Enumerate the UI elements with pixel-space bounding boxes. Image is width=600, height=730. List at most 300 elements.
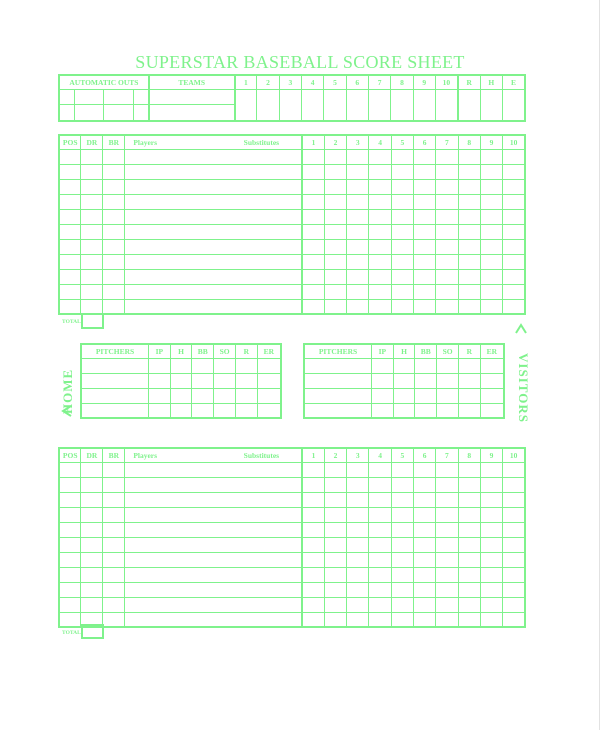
inning-cell bbox=[391, 507, 413, 522]
lineup-code-cell bbox=[81, 597, 103, 612]
score-cell bbox=[413, 89, 435, 121]
inning-cell bbox=[324, 269, 346, 284]
inning-cell bbox=[324, 239, 346, 254]
pitching-stat-header: H bbox=[393, 344, 415, 358]
br-header: BR bbox=[103, 135, 125, 149]
pitching-stat-cell bbox=[480, 373, 504, 388]
players-header bbox=[125, 448, 302, 462]
lineup-code-cell bbox=[59, 269, 81, 284]
inning-cell bbox=[391, 492, 413, 507]
inning-cell bbox=[324, 597, 346, 612]
lineup-code-cell bbox=[59, 209, 81, 224]
lineup-row bbox=[59, 492, 525, 507]
pitching-stat-cell bbox=[170, 388, 192, 403]
inning-cell bbox=[347, 149, 369, 164]
pitching-stat-cell bbox=[214, 358, 236, 373]
pitching-stat-cell bbox=[371, 388, 393, 403]
inning-cell bbox=[302, 149, 324, 164]
score-cell bbox=[503, 89, 526, 121]
pitching-stat-cell bbox=[480, 358, 504, 373]
lineup-code-cell bbox=[59, 477, 81, 492]
inning-cell bbox=[436, 522, 458, 537]
dr-header: DR bbox=[81, 448, 103, 462]
lineup-row bbox=[59, 299, 525, 314]
inning-cell bbox=[503, 149, 525, 164]
lineup-code-cell bbox=[59, 164, 81, 179]
inning-cell bbox=[458, 612, 480, 627]
pitching-stat-header: SO bbox=[214, 344, 236, 358]
inning-cell bbox=[458, 462, 480, 477]
player-cell bbox=[125, 462, 302, 477]
inning-cell bbox=[458, 567, 480, 582]
player-cell bbox=[125, 299, 302, 314]
teams-header: TEAMS bbox=[149, 75, 235, 89]
lineup-code-cell bbox=[81, 507, 103, 522]
pitcher-row bbox=[81, 358, 281, 373]
lineup-code-cell bbox=[103, 612, 125, 627]
inning-cell bbox=[480, 477, 502, 492]
inning-cell bbox=[369, 597, 391, 612]
lineup-code-cell bbox=[103, 537, 125, 552]
inning-header: 9 bbox=[480, 135, 502, 149]
pitchers-header: PITCHERS bbox=[81, 344, 148, 358]
player-cell bbox=[125, 477, 302, 492]
player-cell bbox=[125, 537, 302, 552]
inning-cell bbox=[503, 507, 525, 522]
inning-cell bbox=[458, 522, 480, 537]
inning-cell bbox=[369, 507, 391, 522]
inning-cell bbox=[503, 597, 525, 612]
inning-cell bbox=[324, 537, 346, 552]
inning-cell bbox=[302, 612, 324, 627]
inning-cell bbox=[324, 164, 346, 179]
player-cell bbox=[125, 209, 302, 224]
inning-cell bbox=[347, 597, 369, 612]
lineup-code-cell bbox=[103, 149, 125, 164]
inning-cell bbox=[347, 552, 369, 567]
lineup-code-cell bbox=[59, 194, 81, 209]
inning-cell bbox=[503, 567, 525, 582]
lineup-code-cell bbox=[81, 492, 103, 507]
pitcher-name-cell bbox=[81, 358, 148, 373]
inning-header: 10 bbox=[503, 135, 525, 149]
lineup-code-cell bbox=[59, 284, 81, 299]
lineup-code-cell bbox=[59, 582, 81, 597]
inning-cell bbox=[414, 209, 436, 224]
inning-cell bbox=[302, 164, 324, 179]
score-cell bbox=[368, 89, 390, 121]
pitcher-row bbox=[81, 373, 281, 388]
score-cell bbox=[480, 89, 502, 121]
inning-cell bbox=[503, 477, 525, 492]
lineup-code-cell bbox=[59, 224, 81, 239]
pitcher-row bbox=[81, 388, 281, 403]
score-cell bbox=[324, 89, 346, 121]
inning-cell bbox=[347, 567, 369, 582]
pitching-stat-cell bbox=[214, 373, 236, 388]
inning-cell bbox=[324, 194, 346, 209]
inning-cell bbox=[414, 224, 436, 239]
pitcher-row bbox=[304, 358, 504, 373]
inning-header: 7 bbox=[436, 448, 458, 462]
player-cell bbox=[125, 612, 302, 627]
page-title: SUPERSTAR BASEBALL SCORE SHEET bbox=[135, 52, 465, 72]
pitching-stat-header: H bbox=[170, 344, 192, 358]
inning-cell bbox=[324, 582, 346, 597]
pitching-stat-cell bbox=[415, 388, 437, 403]
inning-header: 8 bbox=[458, 448, 480, 462]
pitching-stat-header: BB bbox=[192, 344, 214, 358]
lineup-code-cell bbox=[81, 149, 103, 164]
inning-cell bbox=[414, 612, 436, 627]
lineup-row bbox=[59, 522, 525, 537]
inning-cell bbox=[436, 209, 458, 224]
home-pitchers-table bbox=[80, 343, 282, 419]
pitching-stat-cell bbox=[214, 388, 236, 403]
lineup-code-cell bbox=[59, 239, 81, 254]
inning-cell bbox=[458, 194, 480, 209]
inning-cell bbox=[347, 254, 369, 269]
inning-cell bbox=[436, 284, 458, 299]
inning-cell bbox=[391, 522, 413, 537]
pitching-stat-cell bbox=[371, 373, 393, 388]
inning-cell bbox=[480, 567, 502, 582]
inning-cell bbox=[458, 552, 480, 567]
pitching-stat-header: IP bbox=[148, 344, 170, 358]
lineup-code-cell bbox=[81, 284, 103, 299]
player-cell bbox=[125, 284, 302, 299]
player-cell bbox=[125, 597, 302, 612]
pitching-stat-cell bbox=[148, 358, 170, 373]
inning-cell bbox=[503, 299, 525, 314]
inning-cell bbox=[391, 552, 413, 567]
pitching-stat-header: ER bbox=[480, 344, 504, 358]
inning-header: 4 bbox=[369, 448, 391, 462]
lineup-code-cell bbox=[59, 612, 81, 627]
inning-cell bbox=[414, 582, 436, 597]
inning-cell bbox=[503, 164, 525, 179]
inning-cell bbox=[414, 507, 436, 522]
inning-cell bbox=[480, 522, 502, 537]
inning-cell bbox=[302, 567, 324, 582]
inning-cell bbox=[458, 582, 480, 597]
inning-cell bbox=[347, 462, 369, 477]
lineup-code-cell bbox=[59, 492, 81, 507]
inning-cell bbox=[324, 477, 346, 492]
inning-cell bbox=[369, 522, 391, 537]
players-header bbox=[125, 135, 302, 149]
inning-cell bbox=[369, 582, 391, 597]
visitors-arrow-icon bbox=[514, 322, 528, 336]
inning-header: 1 bbox=[235, 75, 257, 89]
pitching-stat-header: BB bbox=[415, 344, 437, 358]
inning-cell bbox=[480, 492, 502, 507]
hits-header: H bbox=[480, 75, 502, 89]
substitutes-label: Substitutes bbox=[243, 137, 280, 147]
lineup-code-cell bbox=[103, 209, 125, 224]
runs-header: R bbox=[458, 75, 480, 89]
lineup-code-cell bbox=[103, 269, 125, 284]
lineup-code-cell bbox=[81, 179, 103, 194]
inning-cell bbox=[347, 507, 369, 522]
pitching-stat-cell bbox=[192, 388, 214, 403]
lineup-row bbox=[59, 269, 525, 284]
pitching-stat-cell bbox=[192, 373, 214, 388]
player-cell bbox=[125, 269, 302, 284]
inning-cell bbox=[324, 552, 346, 567]
inning-cell bbox=[414, 462, 436, 477]
lineup-code-cell bbox=[59, 149, 81, 164]
inning-cell bbox=[480, 597, 502, 612]
inning-header: 8 bbox=[458, 135, 480, 149]
inning-cell bbox=[414, 597, 436, 612]
br-header: BR bbox=[103, 448, 125, 462]
lineup-row bbox=[59, 164, 525, 179]
inning-cell bbox=[302, 239, 324, 254]
inning-header: 6 bbox=[414, 448, 436, 462]
inning-cell bbox=[302, 477, 324, 492]
inning-cell bbox=[324, 284, 346, 299]
inning-cell bbox=[480, 194, 502, 209]
inning-cell bbox=[480, 209, 502, 224]
inning-cell bbox=[347, 582, 369, 597]
lineup-row bbox=[59, 537, 525, 552]
inning-cell bbox=[436, 582, 458, 597]
inning-cell bbox=[436, 299, 458, 314]
inning-cell bbox=[436, 164, 458, 179]
pitching-stat-cell bbox=[437, 373, 459, 388]
pitching-stat-cell bbox=[148, 388, 170, 403]
inning-cell bbox=[391, 224, 413, 239]
pitching-stat-cell bbox=[437, 403, 459, 418]
inning-header: 3 bbox=[347, 135, 369, 149]
pos-header: POS bbox=[59, 135, 81, 149]
inning-header: 2 bbox=[324, 448, 346, 462]
lineup-row bbox=[59, 239, 525, 254]
inning-cell bbox=[436, 179, 458, 194]
pitching-stat-cell bbox=[437, 358, 459, 373]
inning-cell bbox=[302, 269, 324, 284]
inning-cell bbox=[391, 254, 413, 269]
lineup-row bbox=[59, 149, 525, 164]
pitching-stat-cell bbox=[415, 358, 437, 373]
pitching-stat-header: R bbox=[235, 344, 257, 358]
inning-cell bbox=[503, 462, 525, 477]
visitors-pitchers-table bbox=[303, 343, 505, 419]
inning-header: 7 bbox=[368, 75, 390, 89]
inning-cell bbox=[480, 582, 502, 597]
lineup-code-cell bbox=[81, 209, 103, 224]
inning-cell bbox=[503, 552, 525, 567]
lineup-code-cell bbox=[103, 284, 125, 299]
pitching-stat-cell bbox=[192, 403, 214, 418]
score-cell bbox=[346, 89, 368, 121]
lineup-code-cell bbox=[59, 254, 81, 269]
inning-cell bbox=[458, 597, 480, 612]
inning-cell bbox=[436, 149, 458, 164]
inning-cell bbox=[436, 537, 458, 552]
pitching-stat-cell bbox=[480, 388, 504, 403]
lineup-row bbox=[59, 507, 525, 522]
lineup-row bbox=[59, 552, 525, 567]
inning-cell bbox=[391, 164, 413, 179]
pitching-stat-cell bbox=[458, 373, 480, 388]
inning-cell bbox=[503, 194, 525, 209]
inning-header: 10 bbox=[435, 75, 457, 89]
inning-cell bbox=[347, 179, 369, 194]
players-label: Players bbox=[133, 450, 158, 460]
inning-header: 6 bbox=[414, 135, 436, 149]
inning-cell bbox=[414, 149, 436, 164]
pitching-stat-cell bbox=[458, 403, 480, 418]
lineup-code-cell bbox=[59, 537, 81, 552]
pitching-stat-header: ER bbox=[257, 344, 281, 358]
inning-cell bbox=[458, 209, 480, 224]
inning-cell bbox=[302, 284, 324, 299]
linescore-team-row bbox=[59, 89, 525, 121]
inning-cell bbox=[324, 209, 346, 224]
inning-cell bbox=[302, 492, 324, 507]
home-lineup-table bbox=[58, 134, 526, 315]
inning-cell bbox=[347, 477, 369, 492]
inning-cell bbox=[324, 224, 346, 239]
inning-cell bbox=[458, 179, 480, 194]
pitcher-row bbox=[81, 403, 281, 418]
inning-cell bbox=[414, 269, 436, 284]
inning-header: 4 bbox=[369, 135, 391, 149]
inning-cell bbox=[369, 552, 391, 567]
inning-cell bbox=[458, 507, 480, 522]
inning-cell bbox=[369, 179, 391, 194]
pitcher-name-cell bbox=[304, 358, 371, 373]
automatic-outs-cell bbox=[59, 89, 149, 121]
lineup-code-cell bbox=[103, 477, 125, 492]
pitchers-header: PITCHERS bbox=[304, 344, 371, 358]
pitcher-name-cell bbox=[81, 403, 148, 418]
inning-cell bbox=[414, 164, 436, 179]
inning-cell bbox=[324, 179, 346, 194]
player-cell bbox=[125, 522, 302, 537]
dr-header: DR bbox=[81, 135, 103, 149]
inning-cell bbox=[369, 224, 391, 239]
inning-cell bbox=[347, 194, 369, 209]
player-cell bbox=[125, 179, 302, 194]
pitching-stat-cell bbox=[235, 358, 257, 373]
inning-header: 5 bbox=[391, 448, 413, 462]
inning-cell bbox=[480, 269, 502, 284]
pitching-stat-header: SO bbox=[437, 344, 459, 358]
lineup-code-cell bbox=[81, 254, 103, 269]
inning-header: 5 bbox=[324, 75, 346, 89]
inning-cell bbox=[414, 179, 436, 194]
pitching-stat-cell bbox=[235, 373, 257, 388]
errors-header: E bbox=[503, 75, 526, 89]
lineup-code-cell bbox=[103, 552, 125, 567]
lineup-code-cell bbox=[103, 254, 125, 269]
pitcher-name-cell bbox=[81, 388, 148, 403]
lineup-row bbox=[59, 462, 525, 477]
inning-header: 1 bbox=[302, 448, 324, 462]
lineup-code-cell bbox=[103, 582, 125, 597]
inning-cell bbox=[414, 492, 436, 507]
lineup-code-cell bbox=[103, 179, 125, 194]
inning-cell bbox=[480, 254, 502, 269]
inning-cell bbox=[302, 537, 324, 552]
teams-cell bbox=[149, 89, 235, 121]
pitching-stat-cell bbox=[393, 358, 415, 373]
lineup-row bbox=[59, 477, 525, 492]
pitching-stat-cell bbox=[415, 373, 437, 388]
inning-cell bbox=[347, 522, 369, 537]
lineup-code-cell bbox=[103, 194, 125, 209]
pitching-stat-header: IP bbox=[371, 344, 393, 358]
pitching-stat-cell bbox=[257, 358, 281, 373]
lineup-row bbox=[59, 209, 525, 224]
player-cell bbox=[125, 552, 302, 567]
inning-header: 5 bbox=[391, 135, 413, 149]
visitors-lineup-table bbox=[58, 447, 526, 628]
lineup-code-cell bbox=[59, 462, 81, 477]
inning-cell bbox=[436, 507, 458, 522]
automatic-outs-header: AUTOMATIC OUTS bbox=[59, 75, 149, 89]
inning-header: 8 bbox=[391, 75, 413, 89]
inning-cell bbox=[480, 612, 502, 627]
inning-cell bbox=[503, 224, 525, 239]
lineup-code-cell bbox=[103, 492, 125, 507]
lineup-row bbox=[59, 179, 525, 194]
inning-cell bbox=[436, 552, 458, 567]
inning-header: 2 bbox=[324, 135, 346, 149]
inning-cell bbox=[436, 462, 458, 477]
lineup-code-cell bbox=[81, 269, 103, 284]
pitching-stat-cell bbox=[235, 388, 257, 403]
inning-cell bbox=[324, 507, 346, 522]
inning-cell bbox=[391, 582, 413, 597]
pitching-stat-cell bbox=[371, 358, 393, 373]
pitching-stat-cell bbox=[170, 358, 192, 373]
lineup-row bbox=[59, 612, 525, 627]
lineup-code-cell bbox=[81, 567, 103, 582]
inning-cell bbox=[369, 209, 391, 224]
lineup-row bbox=[59, 194, 525, 209]
inning-cell bbox=[436, 597, 458, 612]
inning-cell bbox=[503, 179, 525, 194]
lineup-code-cell bbox=[81, 477, 103, 492]
inning-header: 9 bbox=[413, 75, 435, 89]
pitching-stat-cell bbox=[214, 403, 236, 418]
player-cell bbox=[125, 567, 302, 582]
player-cell bbox=[125, 224, 302, 239]
score-cell bbox=[301, 89, 323, 121]
inning-cell bbox=[347, 284, 369, 299]
inning-cell bbox=[347, 224, 369, 239]
pitching-stat-cell bbox=[393, 373, 415, 388]
lineup-code-cell bbox=[81, 552, 103, 567]
inning-cell bbox=[391, 209, 413, 224]
pitcher-row bbox=[304, 388, 504, 403]
inning-cell bbox=[369, 299, 391, 314]
inning-cell bbox=[436, 254, 458, 269]
inning-cell bbox=[458, 299, 480, 314]
inning-cell bbox=[302, 224, 324, 239]
pitching-stat-cell bbox=[257, 388, 281, 403]
lineup-code-cell bbox=[59, 507, 81, 522]
pitching-stat-cell bbox=[458, 388, 480, 403]
pitcher-name-cell bbox=[81, 373, 148, 388]
inning-cell bbox=[302, 507, 324, 522]
inning-cell bbox=[369, 164, 391, 179]
inning-cell bbox=[458, 254, 480, 269]
